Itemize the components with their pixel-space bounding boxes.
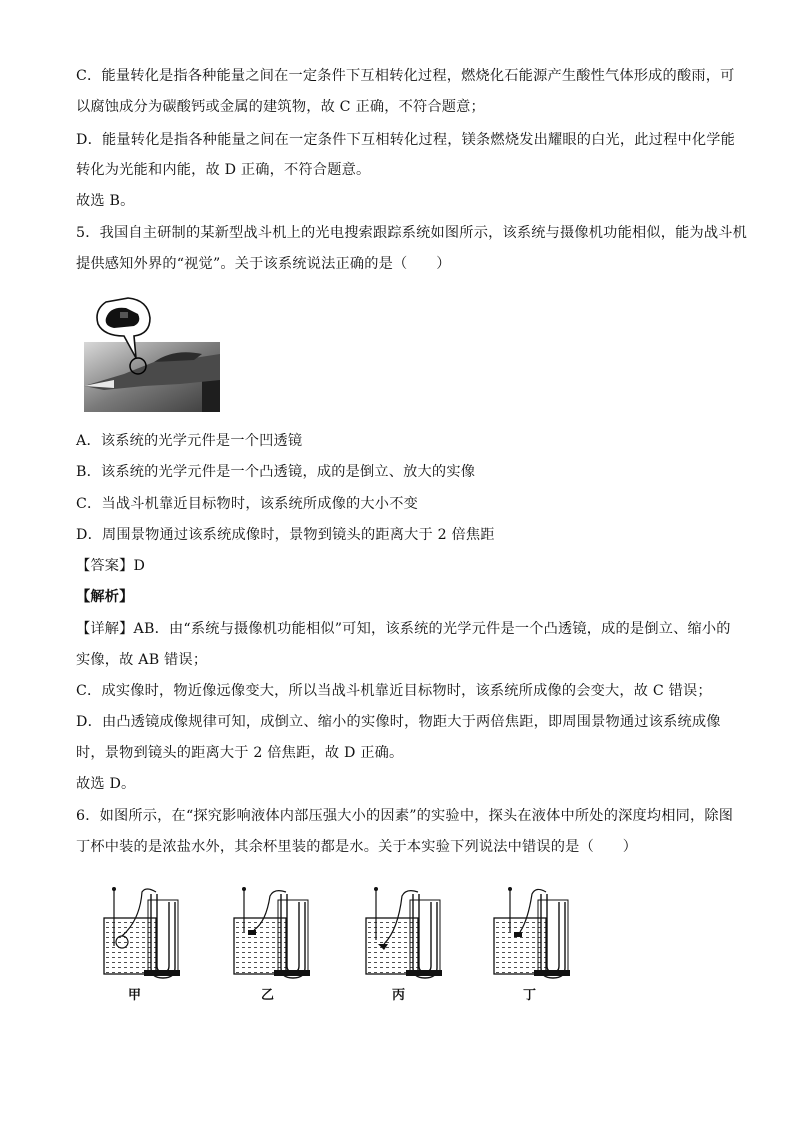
- beaker-jia: [104, 887, 180, 978]
- text-line-2: 以腐蚀成分为碳酸钙或金属的建筑物，故 C 正确，不符合题意；: [76, 99, 485, 115]
- fighter-jet-photo: [84, 288, 220, 412]
- beaker-label-ding: 丁: [523, 988, 537, 1003]
- detail-line-5: 时，景物到镜头的距离大于 2 倍焦距，故 D 正确。: [76, 745, 404, 761]
- detail-line-1: 【详解】AB．由“系统与摄像机功能相似”可知，该系统的光学元件是一个凸透镜，成的是倒立、缩小的: [76, 621, 731, 637]
- option-a: A．该系统的光学元件是一个凹透镜: [76, 433, 303, 449]
- detail-line-3: C．成实像时，物近像远像变大，所以当战斗机靠近目标物时，该系统所成像的会变大，故 C 错误；: [76, 683, 712, 699]
- question-5-stem-2: 提供感知外界的“视觉”。关于该系统说法正确的是（ ）: [76, 256, 451, 272]
- text-line-3: D．能量转化是指各种能量之间在一定条件下互相转化过程，镁条燃烧发出耀眼的白光，此过程中化学能: [76, 132, 736, 148]
- question-6-stem-1: 6．如图所示，在“探究影响液体内部压强大小的因素”的实验中，探头在液体中所处的深度均相同，除图: [76, 808, 734, 824]
- analysis-heading: 【解析】: [76, 589, 134, 605]
- liquid-pressure-experiment-figure: [100, 880, 590, 980]
- beaker-ding: [494, 887, 570, 978]
- detail-line-2: 实像，故 AB 错误；: [76, 652, 208, 668]
- beaker-yi: [234, 887, 310, 978]
- beaker-bing: [366, 887, 442, 978]
- text-line-1: C．能量转化是指各种能量之间在一定条件下互相转化过程，燃烧化石能源产生酸性气体形成的酸雨，可: [76, 68, 735, 84]
- text-line-4: 转化为光能和内能，故 D 正确，不符合题意。: [76, 162, 371, 178]
- text-line-5: 故选 B。: [76, 193, 135, 209]
- beaker-label-bing: 丙: [392, 988, 406, 1003]
- option-b: B．该系统的光学元件是一个凸透镜，成的是倒立、放大的实像: [76, 464, 476, 480]
- question-5-stem-1: 5．我国自主研制的某新型战斗机上的光电搜索跟踪系统如图所示，该系统与摄像机功能相似，能为战斗机: [76, 225, 748, 241]
- option-d: D．周围景物通过该系统成像时，景物到镜头的距离大于 2 倍焦距: [76, 527, 495, 543]
- beaker-label-yi: 乙: [261, 988, 275, 1003]
- detail-line-4: D．由凸透镜成像规律可知，成倒立、缩小的实像时，物距大于两倍焦距，即周围景物通过该系统成像: [76, 714, 721, 730]
- answer-heading: 【答案】D: [76, 558, 146, 574]
- beaker-label-jia: 甲: [128, 988, 142, 1003]
- question-6-stem-2: 丁杯中装的是浓盐水外，其余杯里装的都是水。关于本实验下列说法中错误的是（ ）: [76, 839, 638, 855]
- detail-line-6: 故选 D。: [76, 776, 136, 792]
- option-c: C．当战斗机靠近目标物时，该系统所成像的大小不变: [76, 496, 418, 512]
